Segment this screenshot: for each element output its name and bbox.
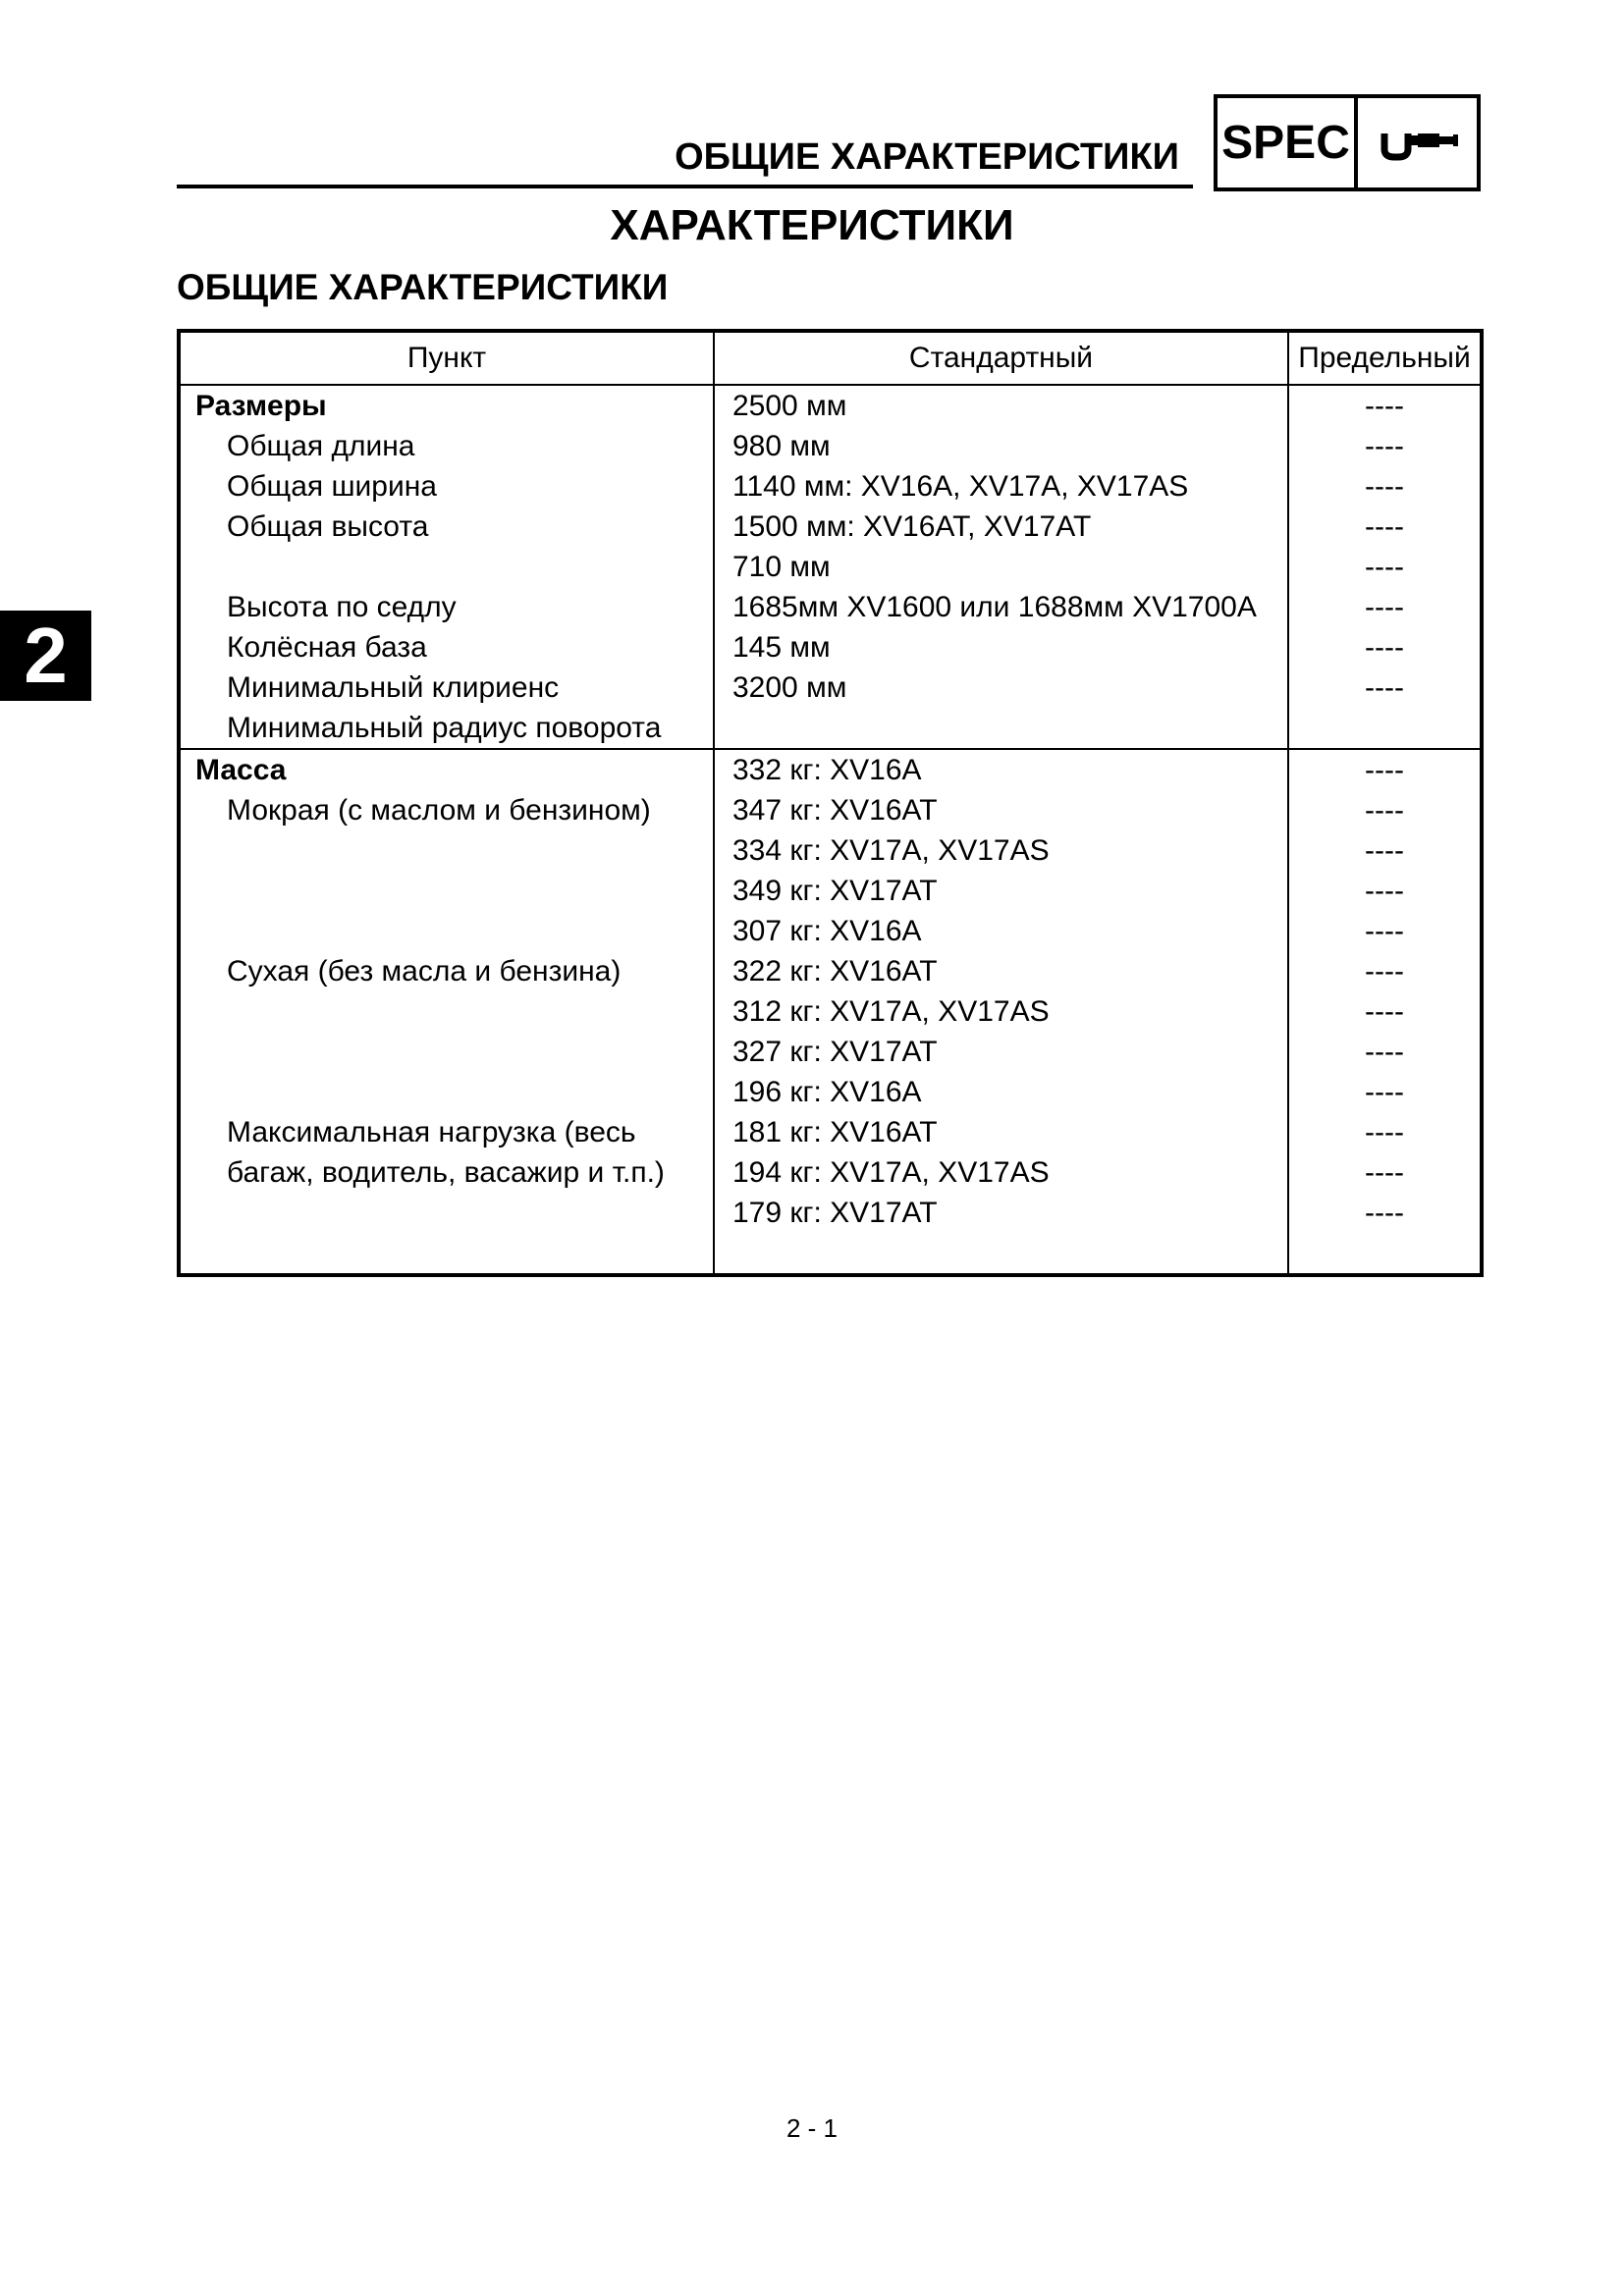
limit-value: ---- [1365, 390, 1404, 422]
item-label: Высота по седлу [227, 591, 457, 623]
item-label [181, 1072, 713, 1112]
limit-value: ---- [1365, 1197, 1404, 1229]
chapter-tab: 2 [0, 611, 91, 701]
item-column [179, 385, 714, 749]
item-label: Общая ширина [227, 470, 437, 503]
spec-badge [1214, 94, 1481, 191]
limit-value: ---- [1365, 1036, 1404, 1068]
limit-value: ---- [1365, 834, 1404, 867]
standard-value: 1140 мм: XV16A, XV17A, XV17AS [732, 470, 1189, 503]
standard-column [714, 749, 1288, 1275]
standard-value: 145 мм [732, 631, 831, 664]
standard-value: 322 кг: XV16AT [732, 955, 938, 988]
limit-value: ---- [1365, 591, 1404, 623]
standard-value: 980 мм [732, 430, 831, 462]
spec-table [177, 329, 1484, 1277]
standard-value: 196 кг: XV16A [732, 1076, 922, 1108]
standard-value: 332 кг: XV16A [732, 754, 922, 786]
item-label: Общая длина [227, 430, 415, 462]
item-label: Максимальная нагрузка (весь [227, 1116, 636, 1148]
page-number: 2 - 1 [785, 2113, 839, 2143]
limit-value: ---- [1365, 995, 1404, 1028]
standard-value: 179 кг: XV17AT [732, 1197, 938, 1229]
standard-value: 347 кг: XV16AT [732, 794, 938, 827]
standard-value: 1500 мм: XV16AT, XV17AT [732, 510, 1092, 543]
limit-value: ---- [1365, 915, 1404, 947]
item-label: Мокрая (с маслом и бензином) [227, 794, 651, 827]
limit-column [1288, 385, 1482, 749]
limit-value: ---- [1365, 551, 1404, 583]
item-label: Колёсная база [227, 631, 427, 664]
limit-value: ---- [1365, 671, 1404, 704]
limit-value: ---- [1365, 794, 1404, 827]
item-label [181, 1193, 713, 1233]
standard-value: 3200 мм [732, 671, 847, 704]
section-heading: Размеры [195, 390, 327, 422]
table-row [179, 385, 1482, 749]
limit-column [1288, 749, 1482, 1275]
section-mass [179, 749, 1482, 1275]
standard-value: 312 кг: XV17A, XV17AS [732, 995, 1050, 1028]
standard-value: 1685мм XV1600 или 1688мм XV1700A [732, 591, 1257, 623]
item-label [181, 547, 713, 587]
table-header-row [179, 331, 1482, 385]
section-heading: Масса [195, 754, 287, 786]
limit-value: ---- [1365, 430, 1404, 462]
standard-value: 327 кг: XV17AT [732, 1036, 938, 1068]
standard-value: 710 мм [732, 551, 831, 583]
item-label [181, 871, 713, 911]
section-subtitle: ОБЩИЕ ХАРАКТЕРИСТИКИ [177, 267, 669, 307]
page-title: ХАРАКТЕРИСТИКИ [610, 201, 1014, 249]
limit-value: ---- [1365, 875, 1404, 907]
column-header-item: Пункт [179, 331, 714, 385]
item-label: багаж, водитель, васажир и т.п.) [227, 1156, 665, 1189]
item-label [181, 830, 713, 871]
item-label [181, 1032, 713, 1072]
limit-value: ---- [1365, 955, 1404, 988]
standard-value: 349 кг: XV17AT [732, 875, 938, 907]
item-column [179, 749, 714, 1275]
table-row [179, 749, 1482, 1275]
item-label [181, 991, 713, 1032]
item-label: Минимальный клириенс [227, 671, 560, 704]
limit-value: ---- [1365, 1116, 1404, 1148]
item-label [181, 911, 713, 951]
column-header-standard: Стандартный [714, 331, 1288, 385]
limit-value: ---- [1365, 470, 1404, 503]
item-label [181, 1233, 713, 1273]
limit-value: ---- [1365, 1156, 1404, 1189]
micrometer-icon [1358, 98, 1477, 187]
item-label: Минимальный радиус поворота [227, 712, 662, 744]
standard-value: 194 кг: XV17A, XV17AS [732, 1156, 1050, 1189]
standard-value: 2500 мм [732, 390, 847, 422]
standard-column [714, 385, 1288, 749]
item-label: Сухая (без масла и бензина) [227, 955, 622, 988]
section-dimensions [179, 385, 1482, 749]
limit-value: ---- [1365, 1076, 1404, 1108]
spec-label: SPEC [1218, 98, 1358, 187]
item-label: Общая высота [227, 510, 429, 543]
section-header-title: ОБЩИЕ ХАРАКТЕРИСТИКИ [177, 126, 1193, 188]
standard-value: 181 кг: XV16AT [732, 1116, 938, 1148]
standard-value: 307 кг: XV16A [732, 915, 922, 947]
column-header-limit: Предельный [1288, 331, 1482, 385]
limit-value: ---- [1365, 510, 1404, 543]
limit-value: ---- [1365, 631, 1404, 664]
standard-value: 334 кг: XV17A, XV17AS [732, 834, 1050, 867]
limit-value: ---- [1365, 754, 1404, 786]
